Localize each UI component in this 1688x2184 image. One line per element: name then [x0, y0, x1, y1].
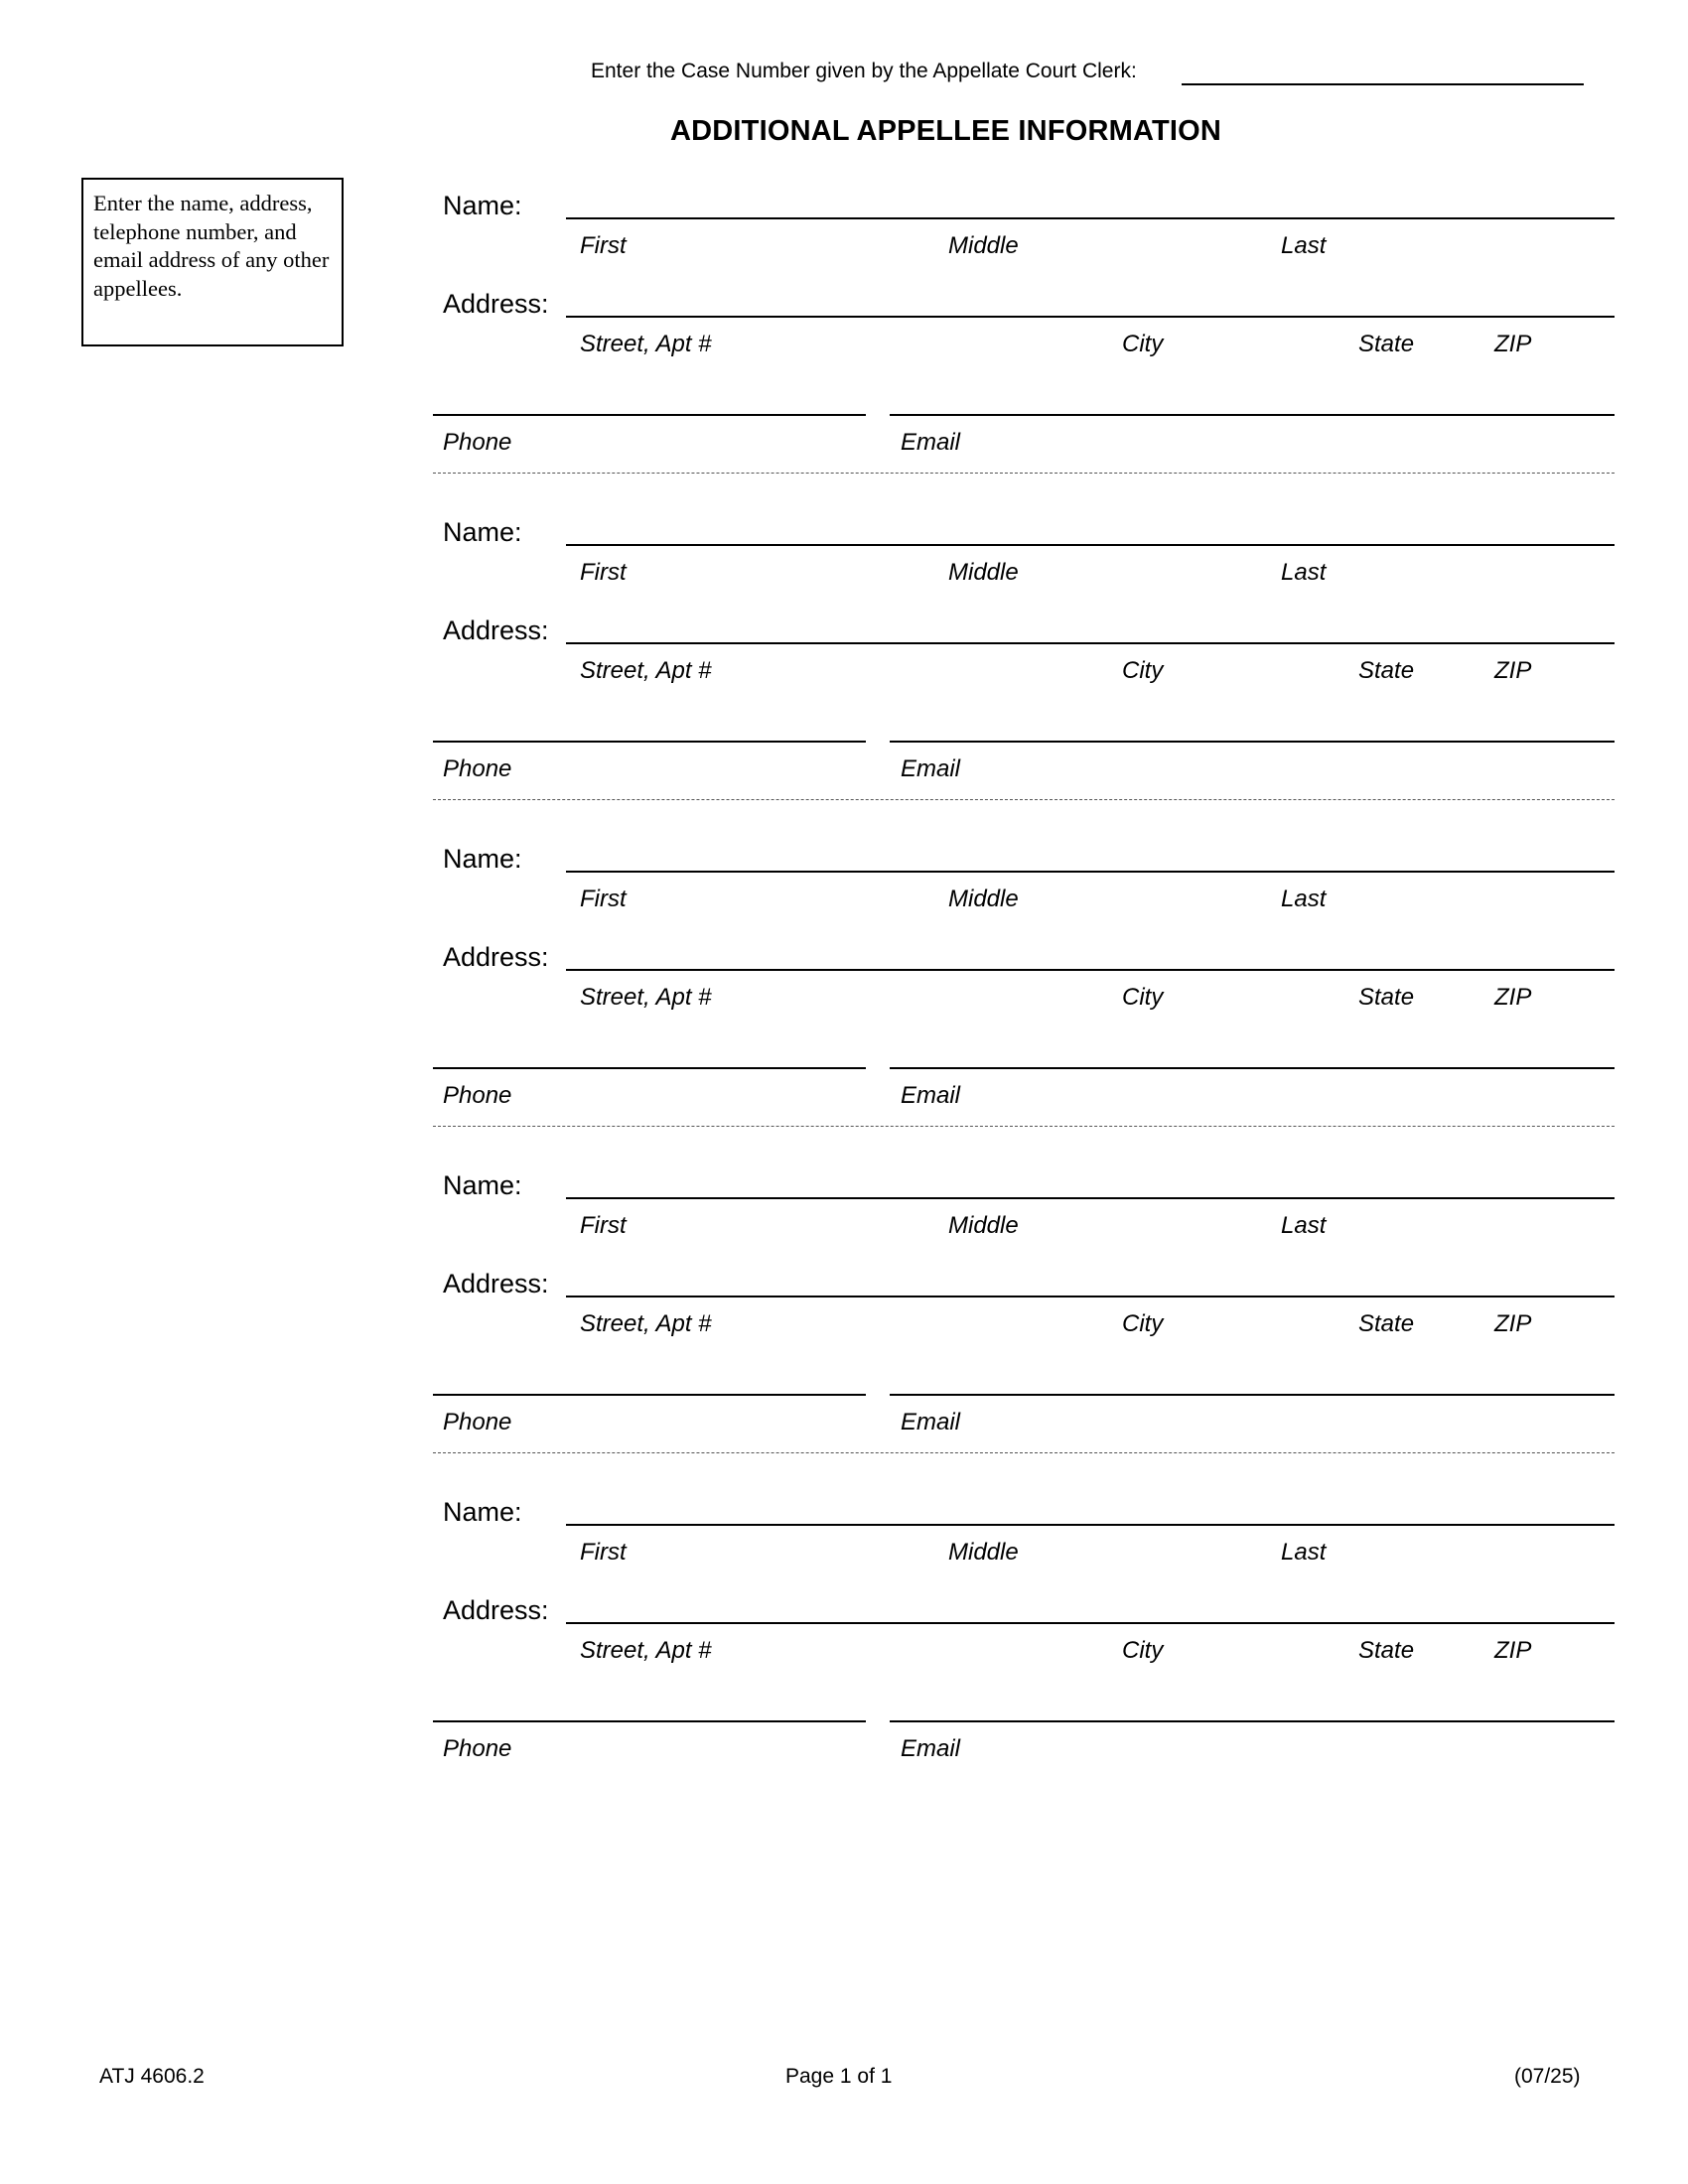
address-label: Address: [443, 1269, 549, 1298]
city-caption: City [1122, 657, 1164, 684]
first-name-caption: First [580, 1212, 627, 1239]
city-caption: City [1122, 984, 1164, 1011]
name-label: Name: [443, 1170, 522, 1200]
name-field[interactable] [566, 871, 1615, 873]
address-label: Address: [443, 942, 549, 972]
case-number-field[interactable] [1182, 83, 1584, 85]
middle-name-caption: Middle [948, 1539, 1019, 1566]
appellee-entry [0, 1159, 1688, 1486]
appellee-entry [0, 179, 1688, 506]
form-id: ATJ 4606.2 [99, 2065, 205, 2088]
name-label: Name: [443, 191, 522, 220]
zip-caption: ZIP [1494, 1310, 1532, 1337]
street-caption: Street, Apt # [580, 657, 712, 684]
revision-date: (07/25) [1514, 2065, 1581, 2088]
zip-caption: ZIP [1494, 657, 1532, 684]
last-name-caption: Last [1281, 232, 1327, 259]
phone-caption: Phone [443, 755, 512, 782]
phone-field[interactable] [433, 1720, 866, 1722]
name-field[interactable] [566, 544, 1615, 546]
state-caption: State [1358, 1310, 1415, 1337]
phone-caption: Phone [443, 1409, 512, 1435]
appellee-entry [0, 832, 1688, 1160]
last-name-caption: Last [1281, 886, 1327, 912]
name-field[interactable] [566, 1524, 1615, 1526]
city-caption: City [1122, 1637, 1164, 1664]
entry-separator [433, 1126, 1615, 1127]
name-label: Name: [443, 1497, 522, 1527]
email-field[interactable] [890, 1394, 1615, 1396]
phone-field[interactable] [433, 414, 866, 416]
address-field[interactable] [566, 1622, 1615, 1624]
phone-field[interactable] [433, 741, 866, 743]
last-name-caption: Last [1281, 1212, 1327, 1239]
address-field[interactable] [566, 316, 1615, 318]
entry-separator [433, 1452, 1615, 1453]
first-name-caption: First [580, 559, 627, 586]
case-number-label: Enter the Case Number given by the Appellate Court Clerk: [591, 60, 1137, 82]
page-number: Page 1 of 1 [785, 2065, 893, 2088]
email-caption: Email [901, 1735, 961, 1762]
phone-field[interactable] [433, 1394, 866, 1396]
address-label: Address: [443, 615, 549, 645]
city-caption: City [1122, 1310, 1164, 1337]
email-field[interactable] [890, 1720, 1615, 1722]
street-caption: Street, Apt # [580, 984, 712, 1011]
zip-caption: ZIP [1494, 1637, 1532, 1664]
email-caption: Email [901, 755, 961, 782]
appellee-entry [0, 505, 1688, 833]
address-label: Address: [443, 289, 549, 319]
appellee-entry [0, 1485, 1688, 1813]
state-caption: State [1358, 984, 1415, 1011]
email-field[interactable] [890, 741, 1615, 743]
page-title: ADDITIONAL APPELLEE INFORMATION [670, 115, 1222, 147]
email-caption: Email [901, 1082, 961, 1109]
email-caption: Email [901, 429, 961, 456]
state-caption: State [1358, 331, 1415, 357]
instruction-box: Enter the name, address, telephone number, and email address of any other appellees. [81, 178, 344, 346]
zip-caption: ZIP [1494, 984, 1532, 1011]
phone-field[interactable] [433, 1067, 866, 1069]
middle-name-caption: Middle [948, 886, 1019, 912]
first-name-caption: First [580, 1539, 627, 1566]
email-field[interactable] [890, 414, 1615, 416]
last-name-caption: Last [1281, 559, 1327, 586]
middle-name-caption: Middle [948, 232, 1019, 259]
address-field[interactable] [566, 969, 1615, 971]
last-name-caption: Last [1281, 1539, 1327, 1566]
zip-caption: ZIP [1494, 331, 1532, 357]
state-caption: State [1358, 657, 1415, 684]
first-name-caption: First [580, 232, 627, 259]
city-caption: City [1122, 331, 1164, 357]
phone-caption: Phone [443, 429, 512, 456]
address-label: Address: [443, 1595, 549, 1625]
street-caption: Street, Apt # [580, 1637, 712, 1664]
name-label: Name: [443, 844, 522, 874]
address-field[interactable] [566, 642, 1615, 644]
phone-caption: Phone [443, 1082, 512, 1109]
street-caption: Street, Apt # [580, 1310, 712, 1337]
phone-caption: Phone [443, 1735, 512, 1762]
street-caption: Street, Apt # [580, 331, 712, 357]
middle-name-caption: Middle [948, 559, 1019, 586]
state-caption: State [1358, 1637, 1415, 1664]
email-field[interactable] [890, 1067, 1615, 1069]
first-name-caption: First [580, 886, 627, 912]
address-field[interactable] [566, 1296, 1615, 1297]
name-field[interactable] [566, 1197, 1615, 1199]
email-caption: Email [901, 1409, 961, 1435]
name-label: Name: [443, 517, 522, 547]
middle-name-caption: Middle [948, 1212, 1019, 1239]
name-field[interactable] [566, 217, 1615, 219]
entry-separator [433, 473, 1615, 474]
entry-separator [433, 799, 1615, 800]
